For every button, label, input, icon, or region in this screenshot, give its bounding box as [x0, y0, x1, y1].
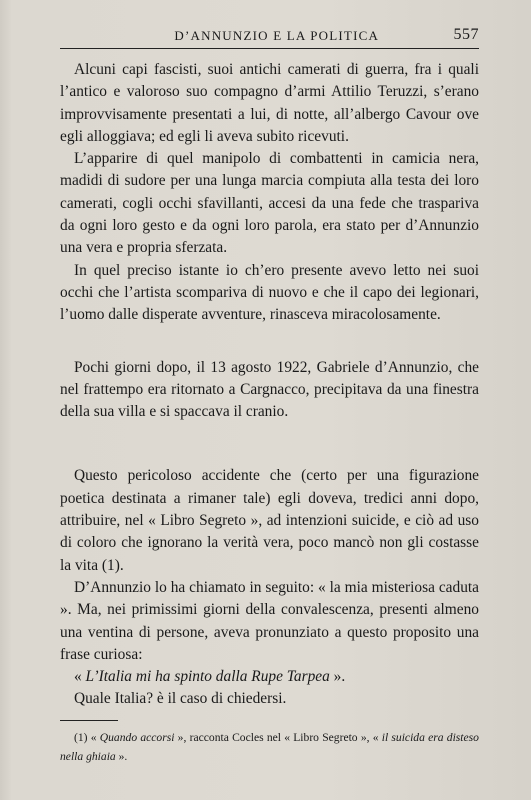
footnote-rule: [60, 720, 118, 721]
footnote: [60, 729, 479, 766]
paragraph: L’apparire di quel manipolo di combattenti in camicia nera, madidi di sudore per una lunga marcia compiuta alla testa dei loro camerati, cogli occhi sfavillanti, accesi da una fede che traspariva da ogni loro gesto e da ogni loro parola, era stato per d’Annunzio una vera e propria sferzata.: [60, 150, 479, 257]
footnote-quote-1: Quando accorsi: [99, 731, 175, 744]
footnote-quote-open: «: [90, 731, 100, 744]
section-gap: [60, 423, 479, 465]
quote-open-mark: «: [74, 668, 86, 686]
paragraph: In quel preciso istante io ch’ero presente avevo letto nei suoi occhi che l’artista scompariva di nuovo e che il capo dei legionari, l’uomo dalle disperate avventure, rinasceva miracolosamente.: [60, 261, 479, 324]
running-title: D’ANNUNZIO E LA POLITICA: [174, 28, 380, 43]
footnote-text: , racconta Cocles nel « Libro Segreto »,: [183, 731, 373, 744]
section-gap: [60, 327, 479, 357]
quote-text: L’Italia mi ha spinto dalla Rupe Tarpea: [85, 668, 330, 686]
footnote-quote-close: ».: [115, 749, 128, 763]
paragraph: Questo pericoloso accidente che (certo per una figurazione poetica destinata a rimaner tale) egli doveva, tredici anni dopo, attribuire, nel « Libro Segreto », ad intenzioni suicide, e ciò ad uso di coloro che ignorano la verità vera, poco mancò non gli costasse la vita (1).: [60, 467, 479, 574]
header-rule: [60, 48, 479, 49]
quote-close-mark: ».: [329, 668, 346, 686]
closing-line: Quale Italia? è il caso di chiedersi.: [74, 690, 287, 708]
footnote-marker: (1): [74, 731, 88, 744]
footnote-quote-2: il suicida era disteso nella ghiaia: [60, 731, 479, 763]
footnote-quote-open: «: [372, 731, 382, 744]
paragraph: Alcuni capi fascisti, suoi antichi camerati di guerra, fra i quali l’antico e valoroso suo compagno d’armi Attilio Teruzzi, s’erano improvvisamente presentati a lui, di notte, all’albergo Cavour ove egli alloggiava; ed egli li aveva subito ricevuti.: [60, 61, 479, 145]
page-number: 557: [453, 26, 479, 43]
quote-line: [60, 666, 479, 688]
footnote-quote-close: »: [174, 731, 184, 744]
paragraph: D’Annunzio lo ha chiamato in seguito: « la mia misteriosa caduta ». Ma, nei primissimi giorni della convalescenza, presenti almeno una ventina di persone, aveva pronunziato a questo proposito una frase curiosa:: [60, 578, 479, 663]
paragraph: Pochi giorni dopo, il 13 agosto 1922, Gabriele d’Annunzio, che nel frattempo era ritornato a Cargnacco, precipitava da una finestra della sua villa e si spaccava il cranio.: [60, 358, 479, 421]
page-header: [60, 18, 479, 44]
body-text: [60, 59, 479, 711]
